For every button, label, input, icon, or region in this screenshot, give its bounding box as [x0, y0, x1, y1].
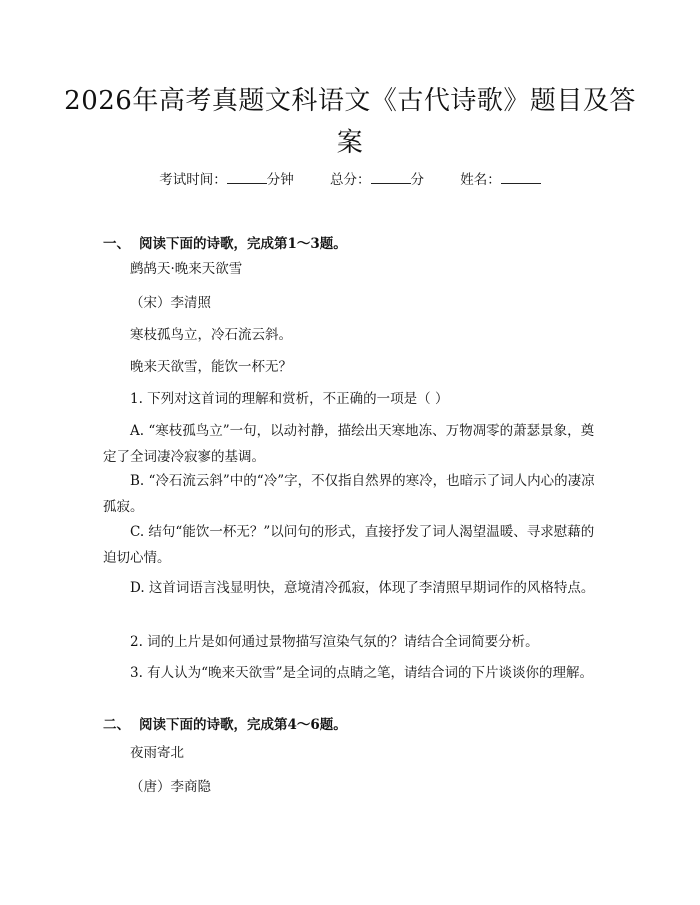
section-2-text: 阅读下面的诗歌，完成第4～6题。: [139, 717, 347, 733]
question-1-option-d: D. 这首词语言浅显明快，意境清冷孤寂，体现了李清照早期词作的风格特点。: [130, 580, 595, 596]
poem-2-author: （唐）李商隐: [130, 779, 211, 795]
question-1: 1. 下列对这首词的理解和赏析，不正确的一项是（ ）: [130, 391, 449, 407]
question-1-option-c: C. 结句“能饮一杯无？”以问句的形式，直接抒发了词人渴望温暖、寻求慰藉的迫切心情。: [103, 524, 595, 566]
poem-2-title: 夜雨寄北: [130, 745, 184, 761]
exam-time: [159, 168, 294, 188]
section-1-text: 阅读下面的诗歌，完成第1～3题。: [139, 236, 347, 252]
exam-meta: [0, 168, 700, 188]
poem-1-author: （宋）李清照: [130, 295, 211, 311]
section-1-heading: [103, 232, 347, 252]
section-2-number: 二、: [103, 717, 130, 733]
question-2: 2. 词的上片是如何通过景物描写渲染气氛的？请结合全词简要分析。: [130, 634, 539, 650]
time-label: 考试时间：: [159, 172, 227, 188]
name-blank[interactable]: [501, 171, 541, 184]
poem-1-line-1: 寒枝孤鸟立，冷石流云斜。: [130, 327, 292, 343]
score-blank[interactable]: [371, 171, 411, 184]
name-label: 姓名：: [460, 172, 501, 188]
poem-1-title: 鹧鸪天·晚来天欲雪: [130, 261, 243, 277]
question-3: 3. 有人认为“晚来天欲雪”是全词的点睛之笔，请结合词的下片谈谈你的理解。: [130, 665, 593, 681]
time-blank[interactable]: [227, 171, 267, 184]
section-2-heading: [103, 713, 347, 733]
poem-1-line-2: 晚来天欲雪，能饮一杯无？: [130, 359, 292, 375]
exam-name: [460, 168, 541, 188]
document-title: 2026年高考真题文科语文《古代诗歌》题目及答案: [64, 86, 636, 158]
section-1-number: 一、: [103, 236, 130, 252]
score-unit: 分: [410, 172, 424, 188]
score-label: 总分：: [330, 172, 371, 188]
time-unit: 分钟: [266, 172, 294, 188]
exam-score: [330, 168, 424, 188]
question-1-option-b: B. “冷石流云斜”中的“冷”字，不仅指自然界的寒冷，也暗示了词人内心的凄凉孤寂。: [103, 473, 595, 515]
question-1-option-a: A. “寒枝孤鸟立”一句，以动衬静，描绘出天寒地冻、万物凋零的萧瑟景象，奠定了全词凄冷寂寥的基调。: [103, 423, 595, 465]
